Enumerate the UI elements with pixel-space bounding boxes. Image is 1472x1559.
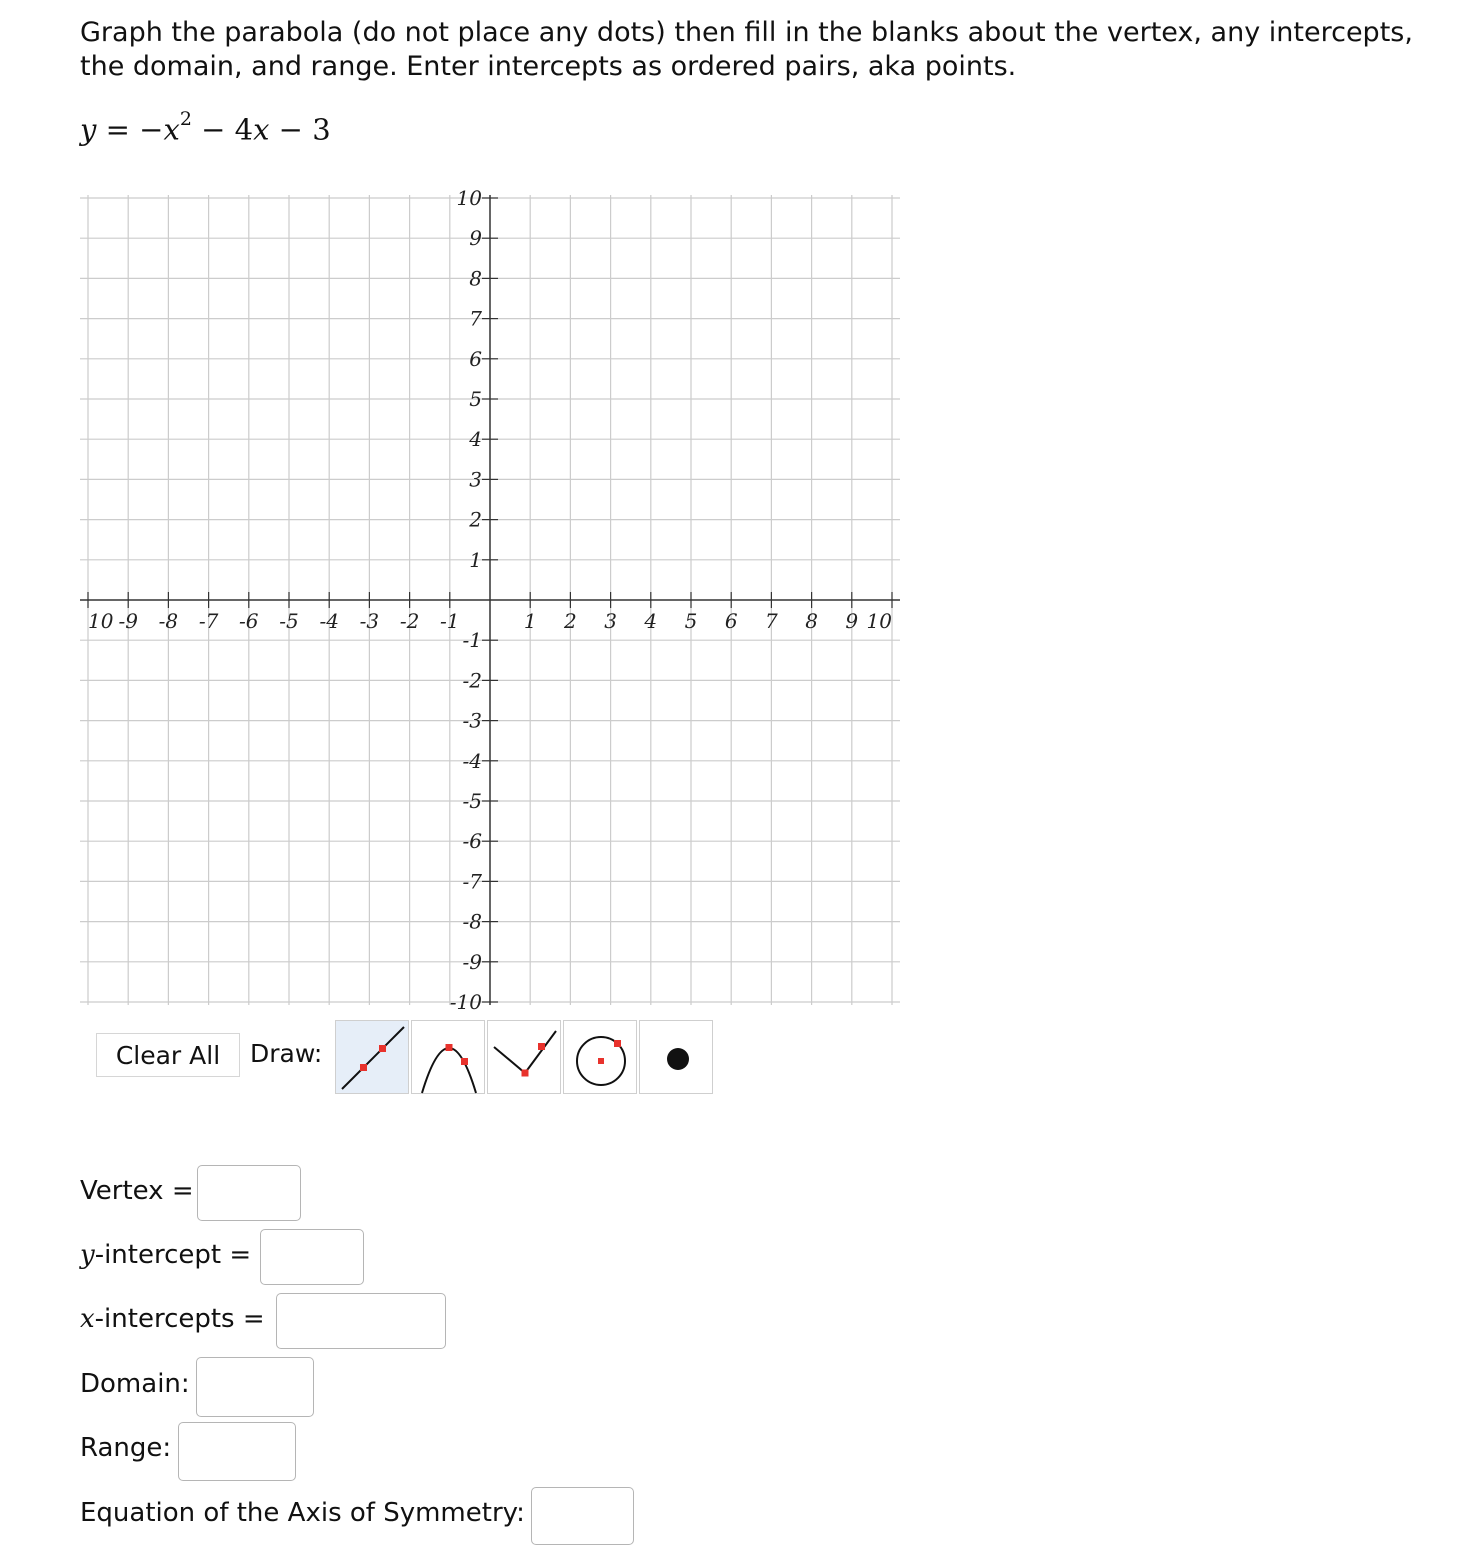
- y-tick-label: -6: [462, 829, 482, 854]
- equation-exponent: 2: [179, 108, 192, 130]
- parabola-tool-button[interactable]: [411, 1020, 485, 1094]
- equation-minus: −: [139, 112, 164, 147]
- equation-equals: =: [105, 112, 130, 147]
- domain-label: Domain:: [80, 1369, 190, 1399]
- point-tool-button[interactable]: [639, 1020, 713, 1094]
- y-tick-label: 9: [469, 226, 482, 251]
- y-tick-label: -2: [462, 668, 482, 693]
- x-tick-label: 4: [644, 609, 658, 633]
- x-intercepts-var: x: [80, 1304, 95, 1334]
- y-tick-label: -7: [462, 869, 482, 894]
- y-tick-label: 1: [469, 547, 482, 572]
- x-tick-label: -6: [239, 609, 259, 633]
- x-tick-label: -9: [118, 609, 138, 633]
- x-tick-label: -2: [399, 609, 420, 633]
- y-tick-label: 3: [469, 467, 482, 492]
- circle-tool-icon: [564, 1021, 638, 1095]
- axis-of-symmetry-input[interactable]: [531, 1487, 634, 1545]
- y-tick-label: -10: [449, 990, 482, 1012]
- x-tick-label: 9: [845, 609, 859, 633]
- draw-label: Draw:: [250, 1039, 323, 1068]
- x-intercepts-input[interactable]: [276, 1293, 446, 1349]
- x-tick-label: -3: [359, 609, 380, 633]
- equation-term2: − 4: [201, 112, 254, 147]
- circle-tool-button[interactable]: [563, 1020, 637, 1094]
- instructions-text: Graph the parabola (do not place any dots) then fill in the blanks about the vertex, any intercepts, the domain, and range. Enter intercepts as ordered pairs, aka points.: [80, 17, 1413, 82]
- x-tick-label: 2: [564, 609, 577, 633]
- x-tick-label: 1: [523, 609, 537, 633]
- x-tick-label: -4: [319, 609, 339, 633]
- x-tick-label: 10: [88, 609, 114, 633]
- y-intercept-input[interactable]: [260, 1229, 364, 1285]
- x-intercepts-label: [80, 1304, 265, 1334]
- y-tick-label: -3: [462, 708, 482, 733]
- x-tick-label: 10: [866, 609, 892, 633]
- x-tick-label: 3: [604, 609, 617, 633]
- vertex-equals: =: [171, 1176, 194, 1206]
- x-tick-label: -7: [198, 609, 219, 633]
- line-tool-icon: [336, 1021, 410, 1095]
- y-intercept-equals: =: [229, 1240, 252, 1270]
- y-intercept-label: [80, 1240, 251, 1270]
- equation-var: x: [163, 112, 180, 147]
- range-input[interactable]: [178, 1422, 296, 1481]
- clear-all-button[interactable]: Clear All: [96, 1033, 240, 1077]
- range-label: Range:: [80, 1433, 172, 1463]
- y-tick-label: 8: [469, 266, 482, 291]
- y-tick-label: 4: [469, 427, 482, 452]
- axes: [80, 195, 900, 1005]
- x-tick-label: 7: [765, 609, 778, 633]
- vertex-label: [80, 1176, 194, 1206]
- x-tick-label: 5: [684, 609, 698, 633]
- equation-var2: x: [253, 112, 270, 147]
- y-tick-label: 5: [469, 387, 482, 411]
- y-intercept-label-text: -intercept: [94, 1240, 222, 1270]
- x-intercepts-equals: =: [242, 1304, 265, 1334]
- axis-of-symmetry-label: Equation of the Axis of Symmetry:: [80, 1498, 525, 1528]
- point-tool-icon: [640, 1021, 714, 1095]
- y-tick-label: -4: [462, 748, 482, 773]
- y-tick-label: 2: [469, 507, 482, 532]
- y-axis-tick-labels: [450, 186, 482, 1012]
- line-tool-button[interactable]: [335, 1020, 409, 1094]
- x-tick-label: -5: [279, 609, 299, 633]
- domain-input[interactable]: [196, 1357, 314, 1417]
- x-tick-label: -8: [158, 609, 179, 633]
- y-tick-label: 10: [456, 186, 482, 210]
- x-tick-label: 8: [805, 609, 818, 633]
- y-intercept-var: y: [80, 1240, 95, 1270]
- y-tick-label: -9: [462, 949, 482, 974]
- x-tick-label: 6: [724, 609, 738, 633]
- vertex-input[interactable]: [197, 1165, 301, 1221]
- equation-lhs: y: [80, 112, 97, 147]
- absolute-value-tool-icon: [488, 1021, 562, 1095]
- vertex-label-text: Vertex: [80, 1176, 164, 1206]
- x-tick-label: -1: [440, 609, 460, 633]
- absolute-value-tool-button[interactable]: [487, 1020, 561, 1094]
- equation-term3: − 3: [278, 112, 331, 147]
- y-tick-label: 6: [469, 346, 482, 371]
- y-tick-label: 7: [469, 306, 482, 331]
- y-tick-label: -8: [462, 909, 482, 934]
- x-intercepts-label-text: -intercepts: [94, 1304, 235, 1334]
- y-tick-label: -1: [462, 628, 482, 653]
- y-tick-label: -5: [462, 789, 482, 813]
- parabola-tool-icon: [412, 1021, 486, 1095]
